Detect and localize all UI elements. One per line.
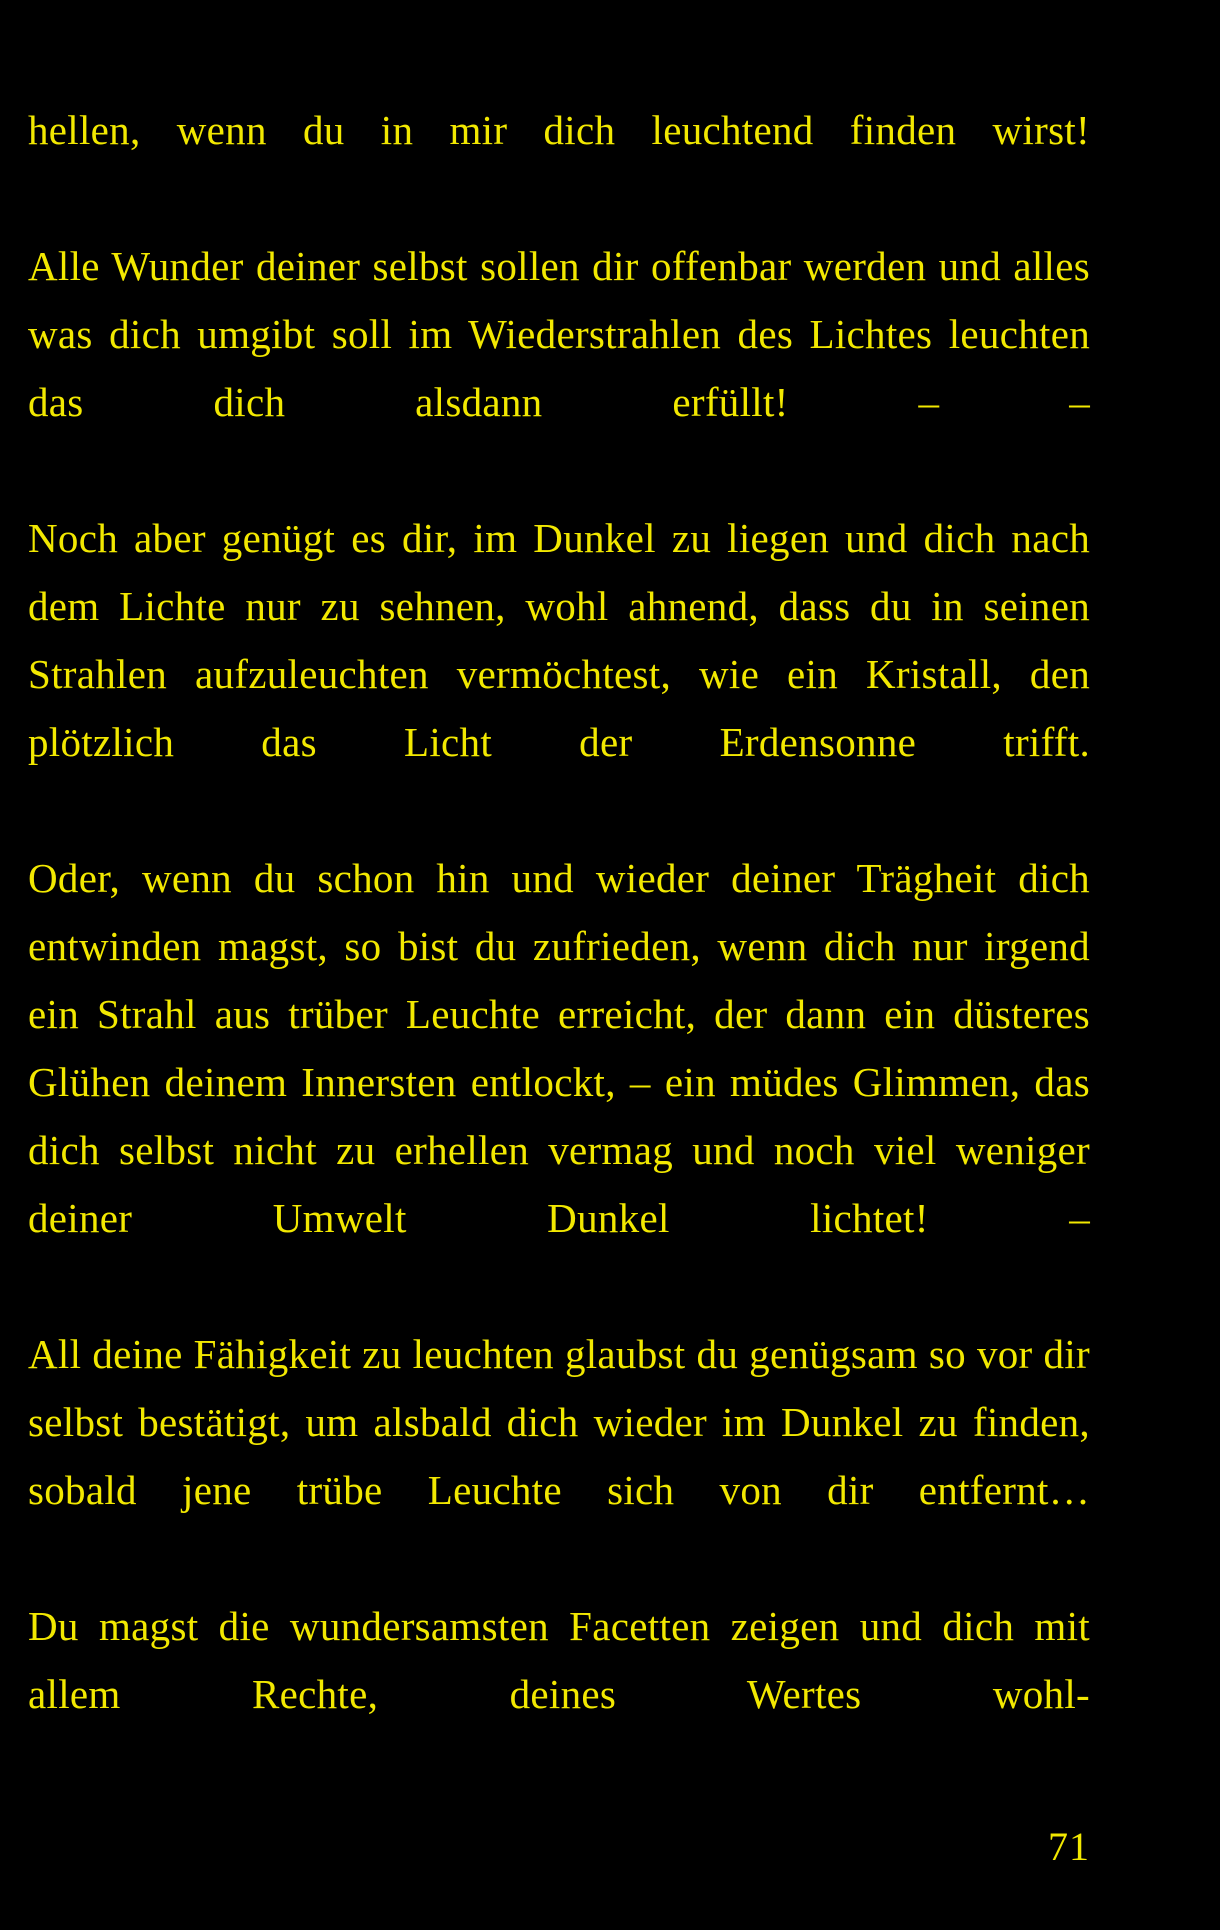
paragraph-4: Oder, wenn du schon hin und wieder deiner Trägheit dich entwinden magst, so bist du zufrieden, wenn dich nur irgend ein Strahl aus trüber Leuchte erreicht, der dann ein düsteres Glühen deinem Innersten entlockt, – ein müdes Glimmen, das dich selbst nicht zu erhellen vermag und noch viel weniger deiner Umwelt Dunkel lichtet! – <box>28 855 1090 1241</box>
page-number: 71 <box>1048 1824 1090 1869</box>
paragraph-1: hellen, wenn du in mir dich leuchtend finden wirst! <box>28 107 1090 153</box>
body-text <box>28 96 1090 1796</box>
paragraph-5: All deine Fähigkeit zu leuchten glaubst du genügsam so vor dir selbst bestätigt, um alsbald dich wieder im Dunkel zu finden, sobald jene trübe Leuchte sich von dir entfernt… <box>28 1331 1090 1513</box>
paragraph-6: Du magst die wundersamsten Facetten zeigen und dich mit allem Rechte, deines Wertes wohl- <box>28 1603 1090 1717</box>
paragraph-2: Alle Wunder deiner selbst sollen dir offenbar werden und alles was dich umgibt soll im Wiederstrahlen des Lichtes leuchten das dich alsdann erfüllt! – – <box>28 243 1090 425</box>
paragraph-3: Noch aber genügt es dir, im Dunkel zu liegen und dich nach dem Lichte nur zu sehnen, wohl ahnend, dass du in seinen Strahlen aufzuleuchten vermöchtest, wie ein Kristall, den plötzlich das Licht der Erdensonne trifft. <box>28 515 1090 765</box>
